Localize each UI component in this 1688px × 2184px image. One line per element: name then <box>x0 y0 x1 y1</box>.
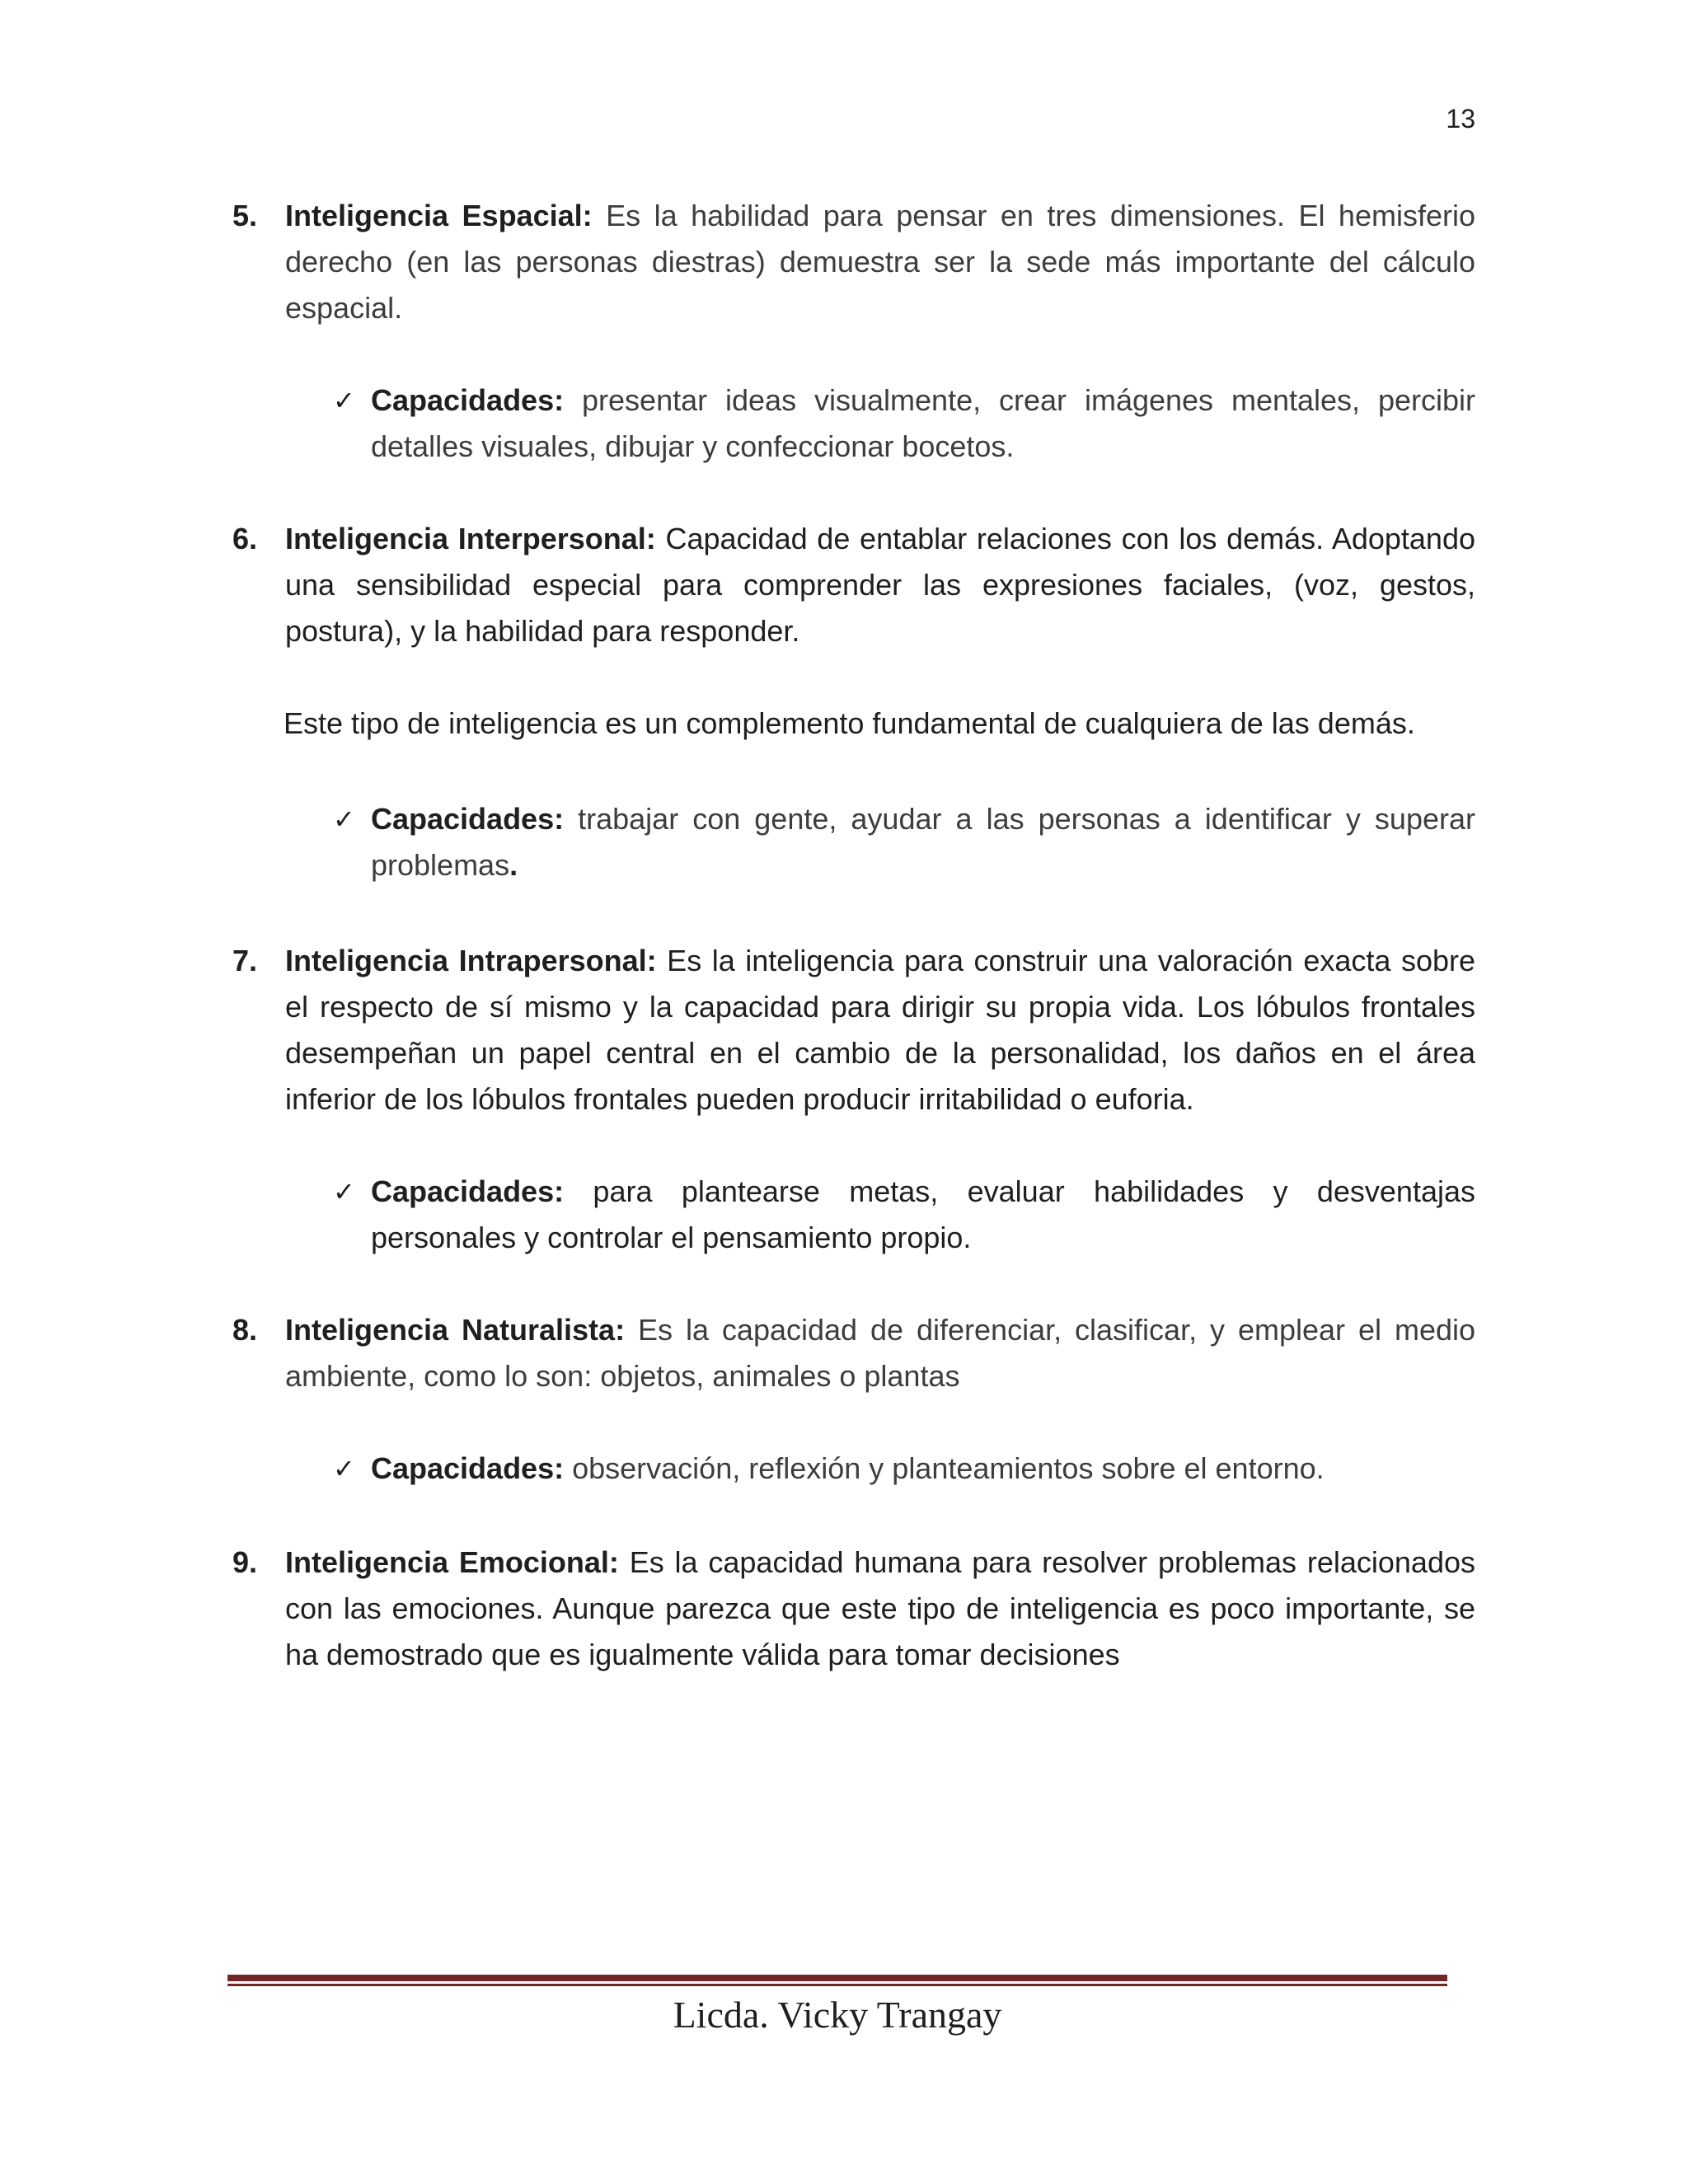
capacidades-label: Capacidades: <box>371 383 565 417</box>
list-item-7 <box>232 938 1475 1122</box>
item-term: Inteligencia Emocional: <box>285 1545 619 1579</box>
capacidades-item-8 <box>333 1446 1475 1492</box>
check-icon: ✓ <box>333 804 355 835</box>
item-term: Inteligencia Espacial: <box>285 199 593 232</box>
capacidades-item-6 <box>333 796 1475 888</box>
item-6-extra-paragraph: Este tipo de inteligencia es un complemento fundamental de cualquiera de las demás. <box>284 706 1415 740</box>
capacidades-end: . <box>509 848 518 882</box>
item-text: Es la capacidad de diferenciar, clasificar, y emplear el medio ambiente, como lo son: objetos, animales o plantas <box>285 1313 1476 1393</box>
item-number: 7. <box>232 944 258 977</box>
check-icon: ✓ <box>333 1176 355 1207</box>
capacidades-label: Capacidades: <box>371 1451 565 1485</box>
item-number: 5. <box>232 199 258 232</box>
list-item-9 <box>232 1540 1475 1678</box>
item-text: Es la capacidad humana para resolver problemas relacionados con las emociones. Aunque parezca que este tipo de inteligencia es poco importante, se ha demostrado que es igualmente válida para tomar decisiones <box>285 1545 1475 1671</box>
item-term: Inteligencia Naturalista: <box>285 1313 626 1347</box>
list-item-8 <box>232 1307 1475 1399</box>
item-text: Capacidad de entablar relaciones con los demás. Adoptando una sensibilidad especial para comprender las expresiones faciales, (voz, gestos, postura), y la habilidad para responder. <box>285 522 1475 648</box>
item-term: Inteligencia Intrapersonal: <box>285 944 657 977</box>
item-text: Es la habilidad para pensar en tres dimensiones. El hemisferio derecho (en las personas diestras) demuestra ser la sede más importante del cálculo espacial. <box>285 199 1475 325</box>
capacidades-text: para plantearse metas, evaluar habilidades y desventajas personales y controlar el pensamiento propio. <box>371 1174 1475 1254</box>
capacidades-text: trabajar con gente, ayudar a las personas a identificar y superar problemas <box>371 802 1475 882</box>
item-number: 6. <box>232 522 258 555</box>
item-term: Inteligencia Interpersonal: <box>285 522 656 555</box>
footer-rule-thick <box>227 1975 1447 1981</box>
capacidades-text: presentar ideas visualmente, crear imágenes mentales, percibir detalles visuales, dibujar y confeccionar bocetos. <box>371 383 1475 463</box>
item-number: 9. <box>232 1545 258 1579</box>
item-number: 8. <box>232 1313 258 1347</box>
item-text: Es la inteligencia para construir una valoración exacta sobre el respecto de sí mismo y la capacidad para dirigir su propia vida. Los lóbulos frontales desempeñan un papel central en el cambio de la personalidad, los daños en el área inferior de los lóbulos frontales pueden producir irritabilidad o euforia. <box>285 944 1475 1116</box>
capacidades-item-5 <box>333 377 1475 470</box>
document-body <box>232 193 1475 1678</box>
footer-rule <box>227 1975 1447 1986</box>
footer-author: Licda. Vicky Trangay <box>673 1994 1002 2036</box>
capacidades-item-7 <box>333 1169 1475 1261</box>
check-icon: ✓ <box>333 385 355 416</box>
capacidades-label: Capacidades: <box>371 1174 565 1208</box>
capacidades-label: Capacidades: <box>371 802 565 836</box>
check-icon: ✓ <box>333 1453 355 1484</box>
capacidades-text: observación, reflexión y planteamientos sobre el entorno. <box>564 1451 1325 1485</box>
list-item-6 <box>232 516 1475 654</box>
list-item-5 <box>232 193 1475 331</box>
page-number: 13 <box>1446 104 1475 134</box>
